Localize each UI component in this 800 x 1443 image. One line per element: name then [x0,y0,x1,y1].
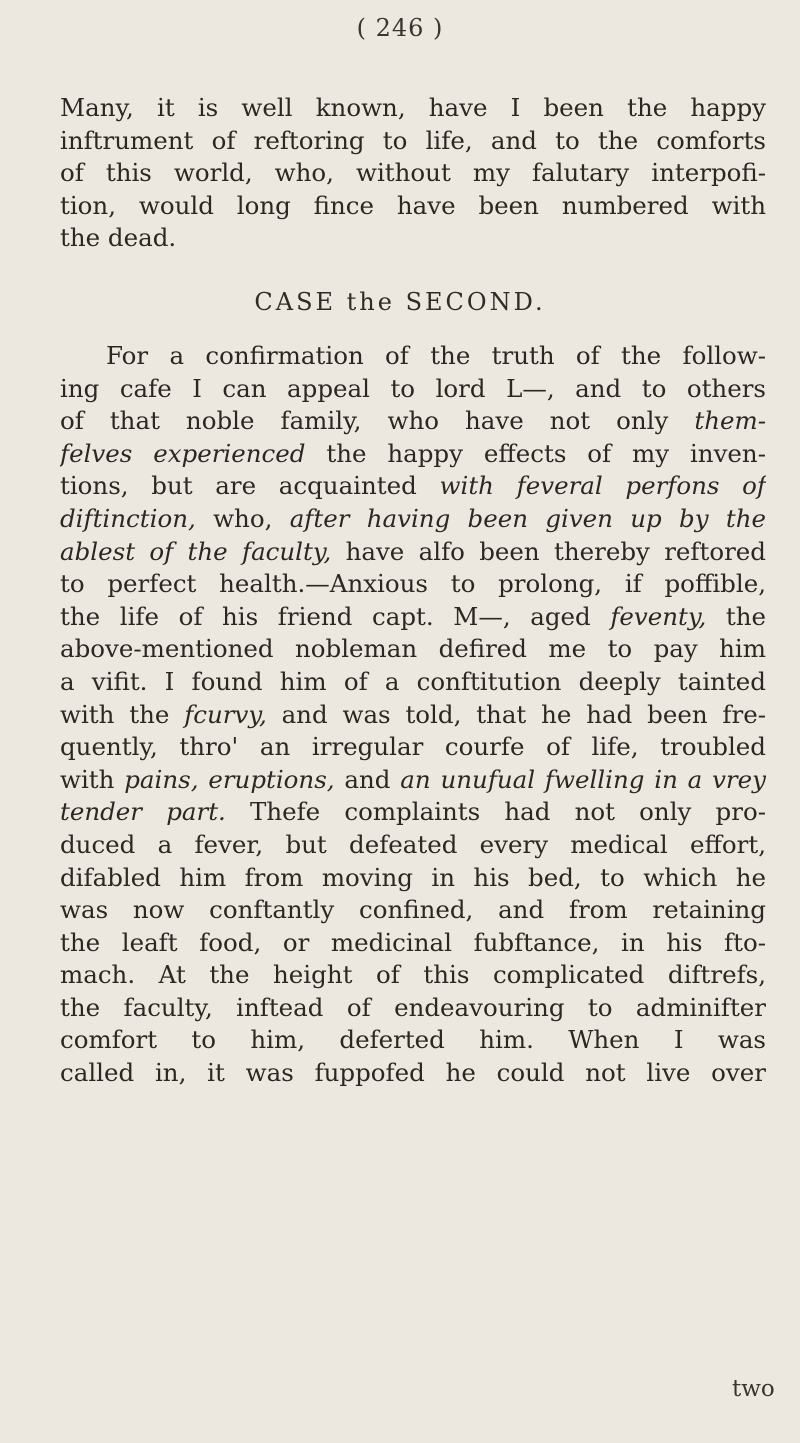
text-line: duced a fever, but defeated every medical effort, [60,829,766,859]
text-line: quently, thro' an irregular courfe of life, troubled [60,732,766,762]
text-line: of this world, who, without my falutary interpofi- [60,158,766,188]
text-segment: tions, but are acquainted [60,471,440,501]
italic-segment: ablest of the faculty, [60,536,332,566]
italic-segment: with feveral perfons of [439,471,766,501]
italic-segment: felves experienced [60,438,306,468]
italic-segment: tender part. [60,797,226,827]
text-line: For a confirmation of the truth of the follow- [106,341,766,370]
text-line: Many, it is well known, have I been the happy [60,93,766,122]
text-line: mach. At the height of this complicated diftrefs, [60,960,766,990]
text-line [60,438,766,471]
text-line: to perfect health.—Anxious to prolong, if poffible, [60,569,766,599]
italic-segment: feventy, [610,601,707,631]
text-line: the leaft food, or medicinal fubftance, in his fto- [60,927,766,957]
text-line [60,405,766,438]
text-line: ing cafe I can appeal to lord L—, and to others [60,373,766,403]
text-line [60,699,766,732]
text-line [60,601,766,634]
text-segment: of that noble family, who have not only [60,406,695,436]
italic-segment: fcurvy, [184,699,267,729]
text-segment: the life of his friend capt. M—, aged [60,601,611,631]
italic-segment: pains, eruptions, [124,764,335,794]
italic-segment: after having been given up by the [289,503,766,533]
text-line: the dead. [60,223,177,253]
text-line [60,796,766,829]
text-line: a vifit. I found him of a conftitution deeply tainted [60,666,766,696]
text-line [60,503,766,536]
text-line: difabled him from moving in his bed, to which he [60,862,766,892]
text-segment: with [60,764,125,794]
catchword: two [732,1376,775,1402]
italic-segment: them- [694,406,766,436]
italic-segment: diftinction, [60,503,196,533]
text-segment: and [334,764,401,794]
text-line [60,764,766,797]
text-segment: with the [60,699,185,729]
page-number: ( 246 ) [356,14,444,42]
text-line: was now conftantly confined, and from retaining [60,895,766,925]
paragraph-intro [60,92,766,255]
section-heading: CASE the SECOND. [254,288,546,316]
text-segment: and was told, that he had been fre- [266,699,766,729]
text-segment: Thefe complaints had not only pro- [225,797,766,827]
text-line: called in, it was fuppofed he could not live over [60,1058,766,1088]
text-line [60,536,766,569]
text-line: comfort to him, deferted him. When I was [60,1025,766,1055]
text-line [60,470,766,503]
text-line: tion, would long fince have been numbered with [60,190,766,220]
text-line: the faculty, inftead of endeavouring to adminifter [60,992,766,1022]
text-segment: the [706,601,766,631]
text-line: above-mentioned nobleman defired me to pay him [60,634,766,664]
text-segment: who, [195,503,290,533]
text-segment: the happy effects of my inven- [305,438,766,468]
text-segment: have alfo been thereby reftored [331,536,766,566]
paragraph-case-second [60,340,766,1090]
text-line: inftrument of reftoring to life, and to the comforts [60,125,766,155]
italic-segment: an unufual fwelling in a vrey [400,764,766,794]
